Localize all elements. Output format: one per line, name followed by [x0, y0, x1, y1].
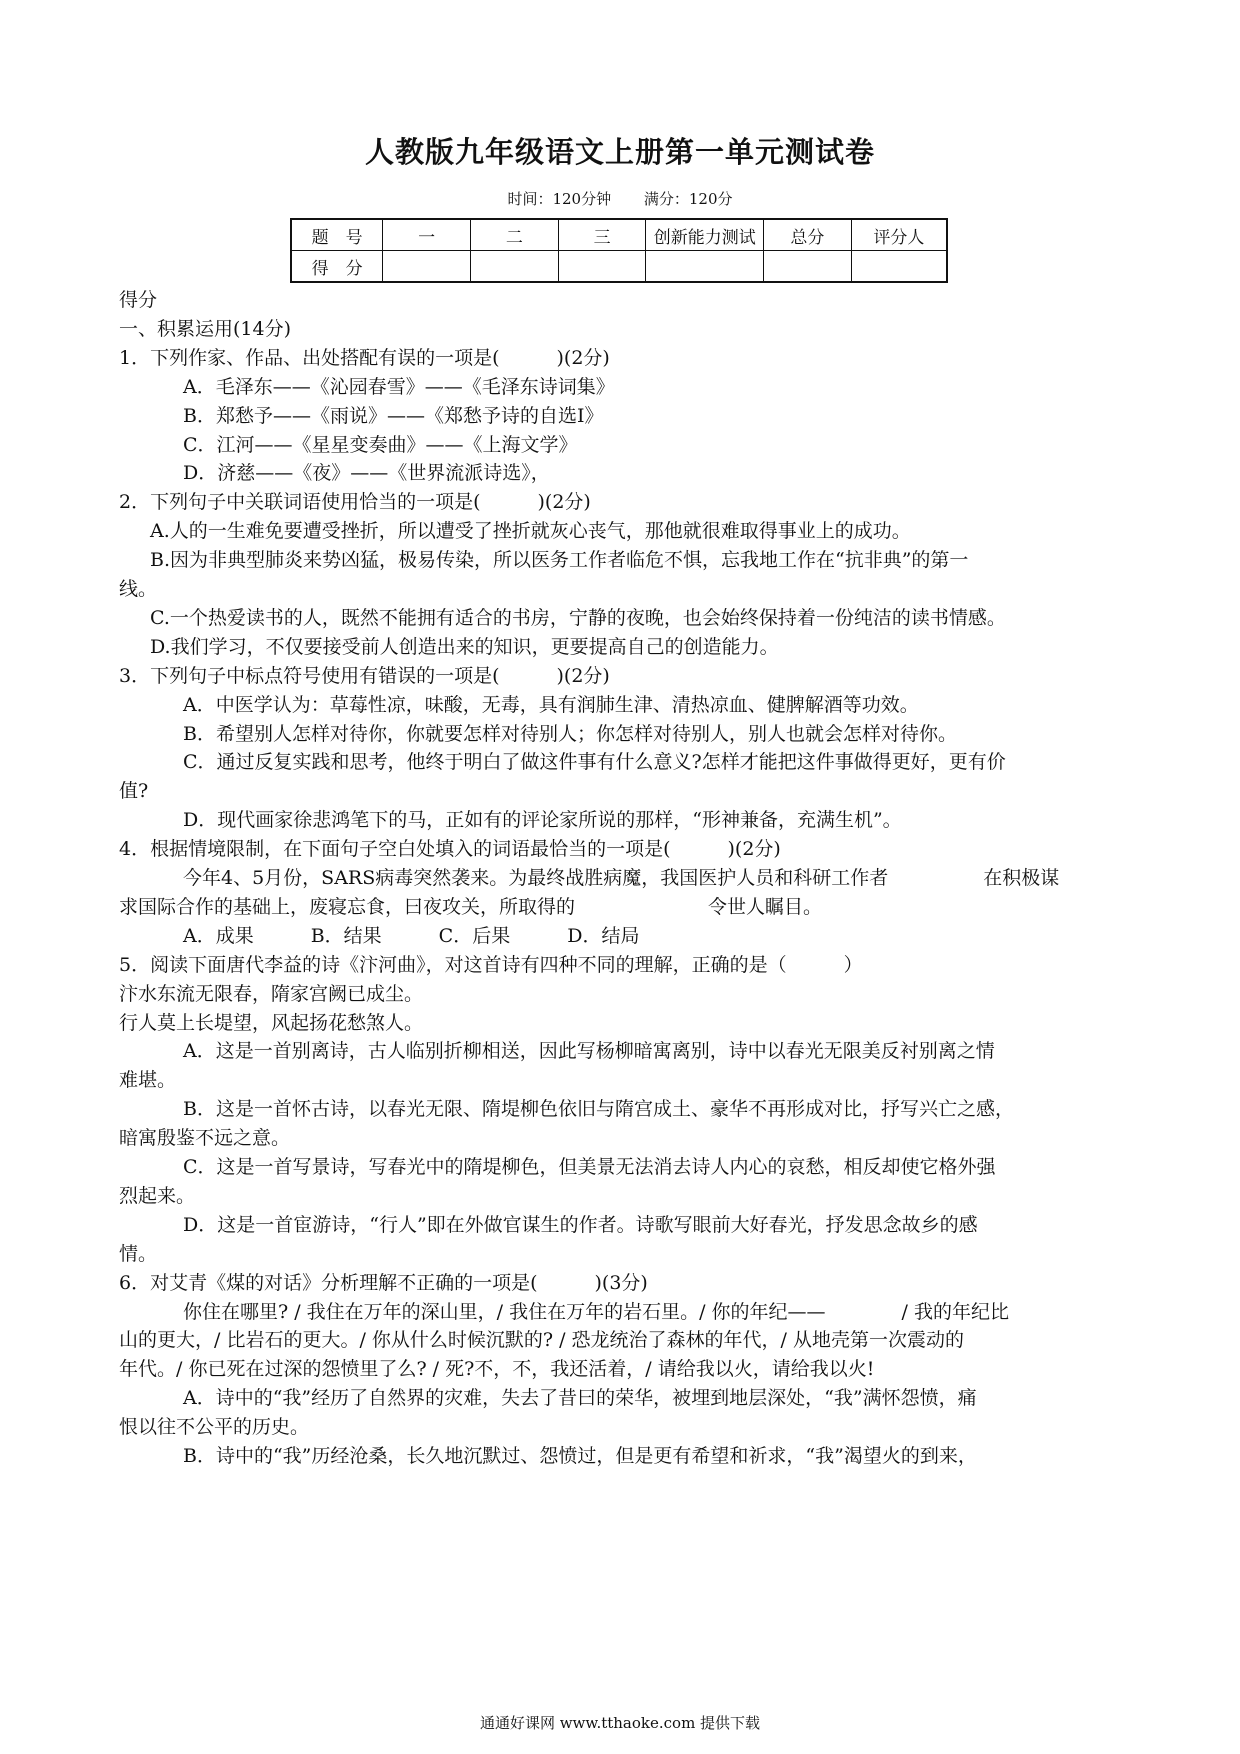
- score-cell-grader: 评分人: [851, 219, 947, 251]
- text-line: 5．阅读下面唐代李益的诗《汴河曲》，对这首诗有四种不同的理解，正确的是（ ）: [119, 954, 863, 976]
- page-title: 人教版九年级语文上册第一单元测试卷: [364, 135, 875, 169]
- exam-time: 时间：120分钟: [507, 190, 612, 208]
- score-blank[interactable]: [383, 251, 471, 283]
- text-line: 行人莫上长堤望，风起扬花愁煞人。: [119, 1012, 424, 1034]
- text-line: 恨以往不公平的历史。: [119, 1416, 310, 1438]
- text-line: A．成果 B．结果 C．后果 D．结局: [183, 925, 640, 947]
- score-cell-total: 总分: [764, 219, 852, 251]
- score-table: [290, 218, 948, 283]
- text-line: 一、积累运用(14分): [119, 318, 292, 340]
- score-cell-label: 题 号: [291, 219, 383, 251]
- score-row-label: 得 分: [291, 251, 383, 283]
- text-line: B.因为非典型肺炎来势凶猛，极易传染，所以医务工作者临危不惧，忘我地工作在“抗非典”的第一: [150, 549, 969, 571]
- text-line: 山的更大，/ 比岩石的更大。/ 你从什么时候沉默的? / 恐龙统治了森林的年代，/ 从地壳第一次震动的: [119, 1329, 964, 1351]
- text-line: C.一个热爱读书的人，既然不能拥有适合的书房，宁静的夜晚，也会始终保持着一份纯洁的读书情感。: [150, 607, 1006, 629]
- text-line: A．毛泽东——《沁园春雪》——《毛泽东诗词集》: [183, 376, 615, 398]
- text-line: 值?: [119, 780, 149, 802]
- text-line: C．这是一首写景诗，写春光中的隋堤柳色，但美景无法消去诗人内心的哀愁，相反却使它格外强: [183, 1156, 996, 1178]
- text-line: A．中医学认为：草莓性凉，味酸，无毒，具有润肺生津、清热凉血、健脾解酒等功效。: [183, 694, 919, 716]
- text-line: 今年4、5月份，SARS病毒突然袭来。为最终战胜病魔，我国医护人员和科研工作者 在积极谋: [183, 867, 1060, 889]
- exam-full-score: 满分：120分: [643, 190, 733, 208]
- score-table-header-row: [291, 219, 947, 251]
- score-cell-part2: 二: [470, 219, 558, 251]
- text-line: 难堪。: [119, 1069, 177, 1091]
- score-blank[interactable]: [558, 251, 646, 283]
- text-line: 汴水东流无限春，隋家宫阙已成尘。: [119, 983, 424, 1005]
- score-blank[interactable]: [646, 251, 764, 283]
- score-cell-part1: 一: [383, 219, 471, 251]
- text-line: B．郑愁予——《雨说》——《郑愁予诗的自选Ⅰ》: [183, 405, 604, 427]
- text-line: 1．下列作家、作品、出处搭配有误的一项是( )(2分): [119, 347, 610, 369]
- text-line: D．这是一首宦游诗，“行人”即在外做官谋生的作者。诗歌写眼前大好春光，抒发思念故乡的感: [183, 1214, 978, 1236]
- text-line: 2．下列句子中关联词语使用恰当的一项是( )(2分): [119, 491, 591, 513]
- score-blank[interactable]: [470, 251, 558, 283]
- text-line: D．现代画家徐悲鸿笔下的马，正如有的评论家所说的那样，“形神兼备，充满生机”。: [183, 809, 902, 831]
- text-line: B．这是一首怀古诗，以春光无限、隋堤柳色依旧与隋宫成土、豪华不再形成对比，抒写兴亡之感，: [183, 1098, 1014, 1120]
- text-line: 3．下列句子中标点符号使用有错误的一项是( )(2分): [119, 665, 610, 687]
- text-line: C．通过反复实践和思考，他终于明白了做这件事有什么意义?怎样才能把这件事做得更好，更有价: [183, 751, 1006, 773]
- text-line: D．济慈——《夜》——《世界流派诗选》，: [183, 462, 550, 484]
- text-line: A.人的一生难免要遭受挫折，所以遭受了挫折就灰心丧气，那他就很难取得事业上的成功。: [150, 520, 911, 542]
- text-line: B．希望别人怎样对待你，你就要怎样对待别人；你怎样对待别人，别人也就会怎样对待你。: [183, 723, 957, 745]
- score-cell-part3: 三: [558, 219, 646, 251]
- text-line: B．诗中的“我”历经沧桑，长久地沉默过、怨愤过，但是更有希望和祈求，“我”渴望火的到来，: [183, 1445, 977, 1467]
- exam-meta: [0, 188, 1240, 209]
- score-blank[interactable]: [851, 251, 947, 283]
- text-line: D.我们学习，不仅要接受前人创造出来的知识，更要提高自己的创造能力。: [150, 636, 779, 658]
- text-line: 年代。/ 你已死在过深的怨愤里了么? / 死?不，不，我还活着，/ 请给我以火，请给我以火!: [119, 1358, 875, 1380]
- text-line: A．诗中的“我”经历了自然界的灾难，失去了昔曰的荣华，被埋到地层深处，“我”满怀怨愤，痛: [183, 1387, 977, 1409]
- score-blank[interactable]: [764, 251, 852, 283]
- page-footer: 通通好课网 www.tthaoke.com 提供下载: [479, 1714, 761, 1732]
- score-cell-innovation: 创新能力测试: [646, 219, 764, 251]
- text-line: 暗寓殷鉴不远之意。: [119, 1127, 291, 1149]
- text-line: 你住在哪里? / 我住在万年的深山里，/ 我住在万年的岩石里。/ 你的年纪—— / 我的年纪比: [183, 1301, 1009, 1323]
- text-line: 4．根据情境限制，在下面句子空白处填入的词语最恰当的一项是( )(2分): [119, 838, 781, 860]
- text-line: 线。: [119, 578, 158, 600]
- text-line: 得分: [119, 289, 158, 311]
- text-line: 烈起来。: [119, 1185, 196, 1207]
- text-line: 求国际合作的基础上，废寝忘食，曰夜攻关，所取得的 令世人瞩目。: [119, 896, 823, 918]
- text-line: 6．对艾青《煤的对话》分析理解不正确的一项是( )(3分): [119, 1272, 648, 1294]
- score-table-score-row: [291, 251, 947, 283]
- text-line: A．这是一首别离诗，古人临别折柳相送，因此写杨柳暗寓离别，诗中以春光无限美反衬别离之情: [183, 1040, 995, 1062]
- text-line: C．江河——《星星变奏曲》——《上海文学》: [183, 434, 578, 456]
- text-line: 情。: [119, 1243, 158, 1265]
